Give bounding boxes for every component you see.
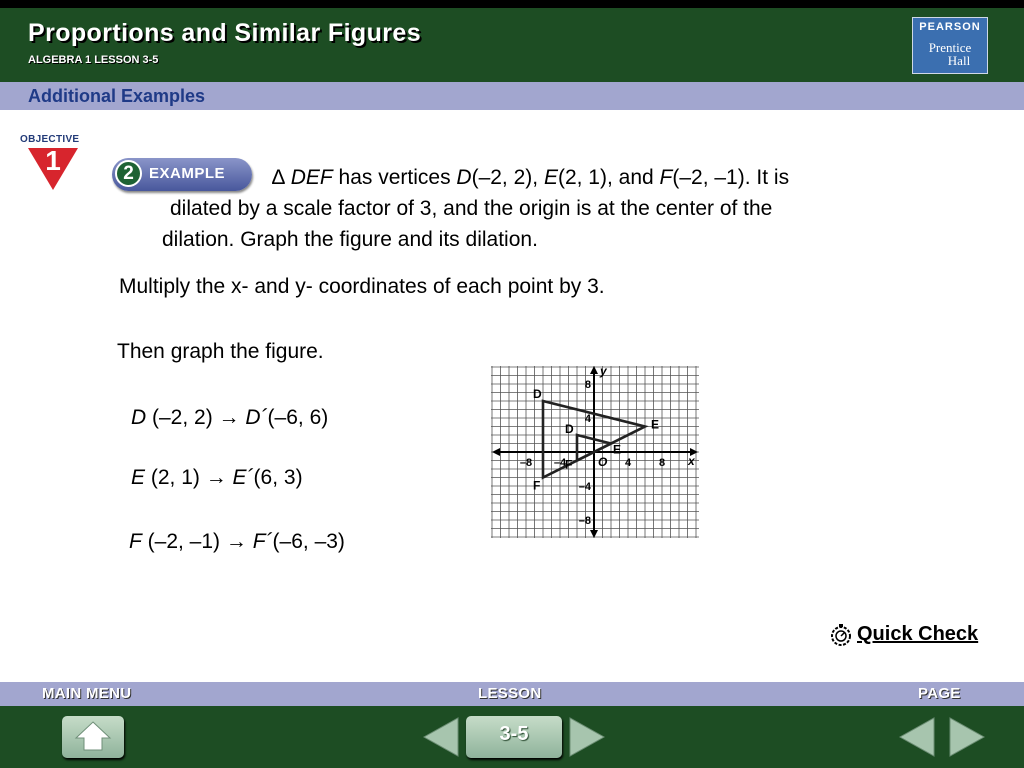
lesson-number: 3-5 [499, 723, 529, 745]
step-graph: Then graph the figure. [117, 340, 324, 363]
dilated-vertex-label: D [533, 387, 542, 401]
home-icon [62, 716, 124, 758]
coordinate-graph [490, 364, 700, 540]
original-vertex-label: E [613, 442, 622, 457]
y-axis-label: y [600, 364, 607, 378]
pearson-logo: PEARSON Prentice Hall [912, 17, 988, 74]
lesson-subtitle: ALGEBRA 1 LESSON 3-5 [28, 54, 159, 66]
x-axis-label: x [688, 454, 695, 468]
original-vertex-label: D [565, 422, 574, 436]
header [0, 8, 1024, 82]
page-label: PAGE [918, 685, 961, 702]
problem-line-3: dilation. Graph the figure and its dilation. [162, 228, 538, 251]
original-vertex-label: F [565, 457, 573, 472]
problem-line-1: ∆ DEF has vertices D(–2, 2), E(2, 1), and F(–2, –1). It is [272, 166, 790, 189]
lesson-next-button[interactable] [566, 716, 608, 758]
origin-label: O [598, 455, 608, 469]
section-title: Additional Examples [28, 86, 206, 106]
problem-line-2: dilated by a scale factor of 3, and the origin is at the center of the [170, 197, 773, 220]
objective-label: OBJECTIVE [20, 134, 80, 145]
y-tick-label: –4 [578, 481, 591, 493]
page-prev-button[interactable] [896, 716, 938, 758]
lesson-label: LESSON [478, 685, 542, 702]
x-axis-arrow-left-icon [492, 448, 500, 456]
section-bar [0, 82, 1024, 110]
main-menu-label: MAIN MENU [42, 685, 132, 702]
mapping-e: E (2, 1) → E´(6, 3) [131, 466, 303, 489]
dilated-vertex-label: E [651, 417, 660, 432]
objective-number: 1 [45, 145, 61, 176]
example-label: EXAMPLE [149, 165, 226, 182]
x-tick-label: –4 [553, 457, 567, 469]
nav-label-bar [0, 682, 1024, 706]
example-number: 2 [115, 160, 142, 187]
dilated-vertex-label: F [533, 478, 541, 493]
mapping-d: D (–2, 2) → D´(–6, 6) [131, 406, 329, 429]
objective-badge [20, 134, 90, 194]
x-tick-label: 4 [624, 457, 632, 469]
x-tick-label: –8 [519, 457, 533, 469]
page-title: Proportions and Similar Figures [28, 19, 422, 47]
stopwatch-icon [830, 624, 852, 646]
quick-check-label: Quick Check [857, 623, 979, 645]
example-badge [112, 158, 252, 191]
y-tick-label: –8 [578, 515, 591, 527]
main-menu-button[interactable] [62, 716, 124, 758]
mapping-f: F (–2, –1) → F´(–6, –3) [129, 530, 345, 553]
page-next-button[interactable] [946, 716, 988, 758]
step-multiply: Multiply the x- and y- coordinates of each point by 3. [119, 275, 605, 298]
x-tick-label: 8 [658, 457, 666, 469]
top-border [0, 0, 1024, 8]
y-tick-label: 4 [584, 413, 591, 425]
y-tick-label: 8 [584, 379, 591, 391]
lesson-number-button[interactable] [466, 716, 562, 758]
lesson-prev-button[interactable] [420, 716, 462, 758]
